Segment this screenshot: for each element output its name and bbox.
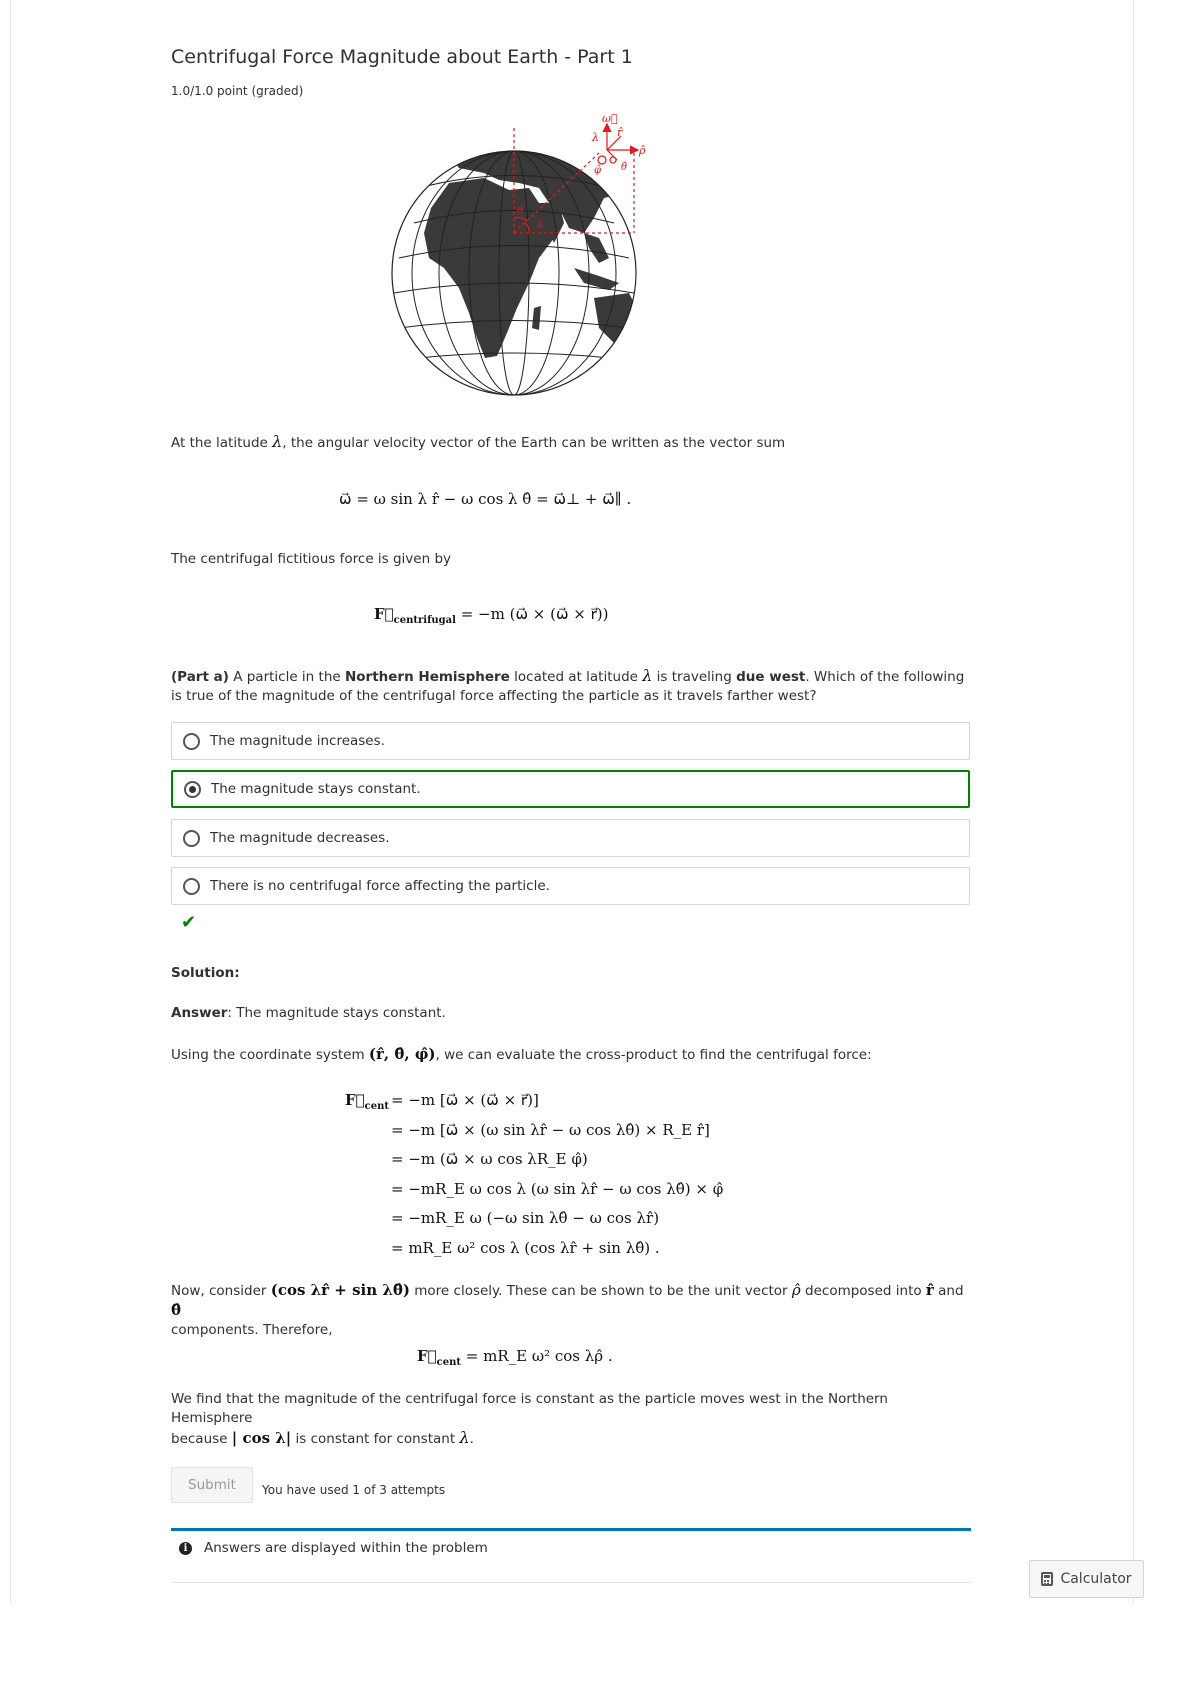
calculator-label: Calculator [1060, 1571, 1132, 1587]
derivation-step-3: = −m (ω⃗ × ω cos λR_E φ̂) [391, 1150, 588, 1168]
radio-button[interactable] [183, 733, 200, 750]
choice-label: The magnitude stays constant. [211, 781, 421, 797]
theta-label: θ [517, 206, 524, 217]
coordinate-system-text: Using the coordinate system (r̂, θ̂, φ̂), we can evaluate the cross-product to find the centrifugal force: [171, 1045, 872, 1063]
question-text: (Part a) A particle in the Northern Hemisphere located at latitude λ is traveling due west. Which of the following is true of the magnitude of the centrifugal force affecting the particle as it travels farther west? [171, 666, 965, 704]
phi-hat-label: φ̂ [594, 165, 602, 176]
theta-hat-label: θ̂ [621, 162, 628, 173]
choice-option-2[interactable] [171, 770, 970, 808]
attempts-text: You have used 1 of 3 attempts [262, 1483, 446, 1497]
lambda-angle-label: λ [537, 220, 544, 231]
calculator-icon [1041, 1572, 1053, 1586]
radio-button[interactable] [183, 830, 200, 847]
solution-heading: Solution: [171, 965, 240, 981]
problem-points: 1.0/1.0 point (graded) [171, 84, 304, 98]
omega-equation: ω⃗ = ω sin λ r̂ − ω cos λ θ̂ = ω⃗⊥ + ω⃗∥ . [339, 490, 632, 508]
answers-displayed-note: i Answers are displayed within the problem [179, 1540, 488, 1556]
choice-option-1[interactable] [171, 722, 970, 760]
derivation-step-4: = −mR_E ω cos λ (ω sin λr̂ − ω cos λθ̂) × φ̂ [391, 1180, 724, 1198]
derivation-step-6: = mR_E ω² cos λ (cos λr̂ + sin λθ̂) . [391, 1239, 660, 1257]
final-equation: $F⃗_{cent}$ = mR_E ω² cos λρ̂ . [417, 1347, 613, 1368]
radio-button[interactable] [183, 878, 200, 895]
consider-paragraph: Now, consider (cos λr̂ + sin λθ̂) more closely. These can be shown to be the unit vector ρ̂ decomposed into r̂ and θ̂ components. Therefore, [171, 1281, 964, 1338]
choice-label: The magnitude decreases. [210, 830, 390, 846]
info-icon: i [179, 1542, 192, 1555]
correct-check-icon: ✔ [181, 912, 197, 933]
lambda-label: λ [592, 131, 599, 144]
problem-title: Centrifugal Force Magnitude about Earth - Part 1 [171, 46, 633, 68]
centrifugal-equation: $F⃗_{centrifugal} = -m$ (ω⃗ × (ω⃗ × r⃗)) [374, 605, 609, 626]
calculator-button[interactable] [1029, 1560, 1144, 1598]
radio-button-selected[interactable] [184, 781, 201, 798]
earth-globe-figure [389, 108, 679, 398]
conclusion-paragraph: We find that the magnitude of the centrifugal force is constant as the particle moves west in the Northern Hemisphere because | cos λ| is constant for constant λ. [171, 1391, 888, 1447]
choice-option-3[interactable] [171, 819, 970, 857]
choice-option-4[interactable] [171, 867, 970, 905]
omega-label: ω⃗ [602, 112, 618, 125]
submit-button[interactable]: Submit [171, 1467, 253, 1503]
answer-notification-bar [171, 1528, 971, 1531]
choice-label: There is no centrifugal force affecting the particle. [210, 878, 550, 894]
derivation-step-1: = −m [ω⃗ × (ω⃗ × r⃗)] [391, 1091, 539, 1109]
rho-hat-label: ρ̂ [639, 144, 646, 157]
intro-paragraph: At the latitude λ, the angular velocity vector of the Earth can be written as the vector sum [171, 432, 786, 451]
derivation-step-5: = −mR_E ω (−ω sin λθ̂ − ω cos λr̂) [391, 1209, 660, 1227]
centrifugal-intro: The centrifugal fictitious force is given by [171, 551, 452, 567]
cent-force-lhs: $F⃗_{cent}$ [345, 1091, 389, 1112]
solution-answer: Answer: The magnitude stays constant. [171, 1005, 446, 1021]
r-hat-label: r̂ [617, 126, 623, 139]
derivation-step-2: = −m [ω⃗ × (ω sin λr̂ − ω cos λθ̂) × R_E r̂] [391, 1121, 710, 1139]
choice-label: The magnitude increases. [210, 733, 385, 749]
bottom-divider [171, 1582, 971, 1583]
